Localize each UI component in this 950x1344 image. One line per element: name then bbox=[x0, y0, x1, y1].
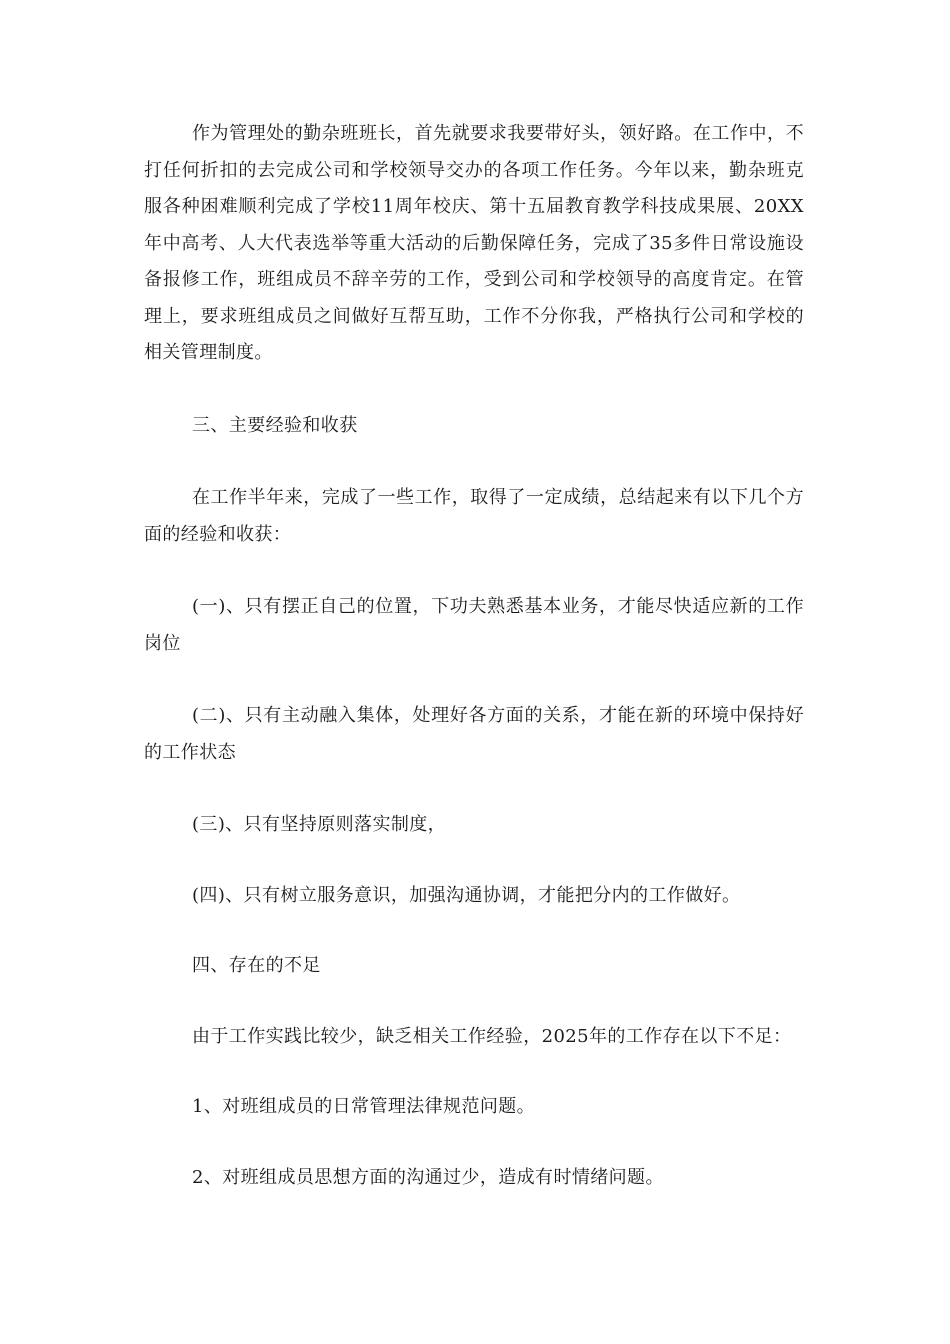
list-item-experience-1: (一)、只有摆正自己的位置，下功夫熟悉基本业务，才能尽快适应新的工作岗位 bbox=[144, 596, 804, 654]
section-heading-experience: 三、主要经验和收获 bbox=[192, 414, 358, 436]
paragraph-experience-intro: 在工作半年来，完成了一些工作，取得了一定成绩，总结起来有以下几个方面的经验和收获： bbox=[144, 487, 804, 545]
spacer bbox=[144, 1055, 804, 1089]
list-item-experience-4: (四)、只有树立服务意识，加强沟通协调，才能把分内的工作做好。 bbox=[192, 884, 741, 906]
spacer bbox=[144, 444, 804, 480]
document-body bbox=[144, 116, 804, 1196]
list-item-experience-2: (二)、只有主动融入集体，处理好各方面的关系，才能在新的环境中保持好的工作状态 bbox=[144, 705, 804, 763]
list-item-experience-3: (三)、只有坚持原则落实制度， bbox=[192, 814, 447, 835]
spacer bbox=[144, 771, 804, 807]
spacer bbox=[144, 553, 804, 589]
spacer bbox=[144, 1126, 804, 1160]
spacer bbox=[144, 985, 804, 1019]
paragraph-work-summary: 作为管理处的勤杂班班长，首先就要求我要带好头，领好路。在工作中，不打任何折扣的去完成公司和学校领导交办的各项工作任务。今年以来，勤杂班克服各种困难顺利完成了学校11周年校庆、第十五届教育教学科技成果展、20XX年中高考、人大代表选举等重大活动的后勤保障任务，完成了35多件日常设施设备报修工作，班组成员不辞辛劳的工作，受到公司和学校领导的高度肯定。在管理上，要求班组成员之间做好互帮互助，工作不分你我，严格执行公司和学校的相关管理制度。 bbox=[144, 123, 804, 363]
spacer bbox=[144, 844, 804, 878]
section-heading-shortcomings: 四、存在的不足 bbox=[192, 955, 321, 976]
spacer bbox=[144, 914, 804, 948]
spacer bbox=[144, 662, 804, 698]
list-item-shortcoming-1: 1、对班组成员的日常管理法律规范问题。 bbox=[192, 1096, 536, 1117]
list-item-shortcoming-2: 2、对班组成员思想方面的沟通过少，造成有时情绪问题。 bbox=[192, 1166, 664, 1188]
paragraph-shortcomings-intro: 由于工作实践比较少，缺乏相关工作经验，2025年的工作存在以下不足： bbox=[192, 1025, 792, 1047]
spacer bbox=[144, 372, 804, 408]
